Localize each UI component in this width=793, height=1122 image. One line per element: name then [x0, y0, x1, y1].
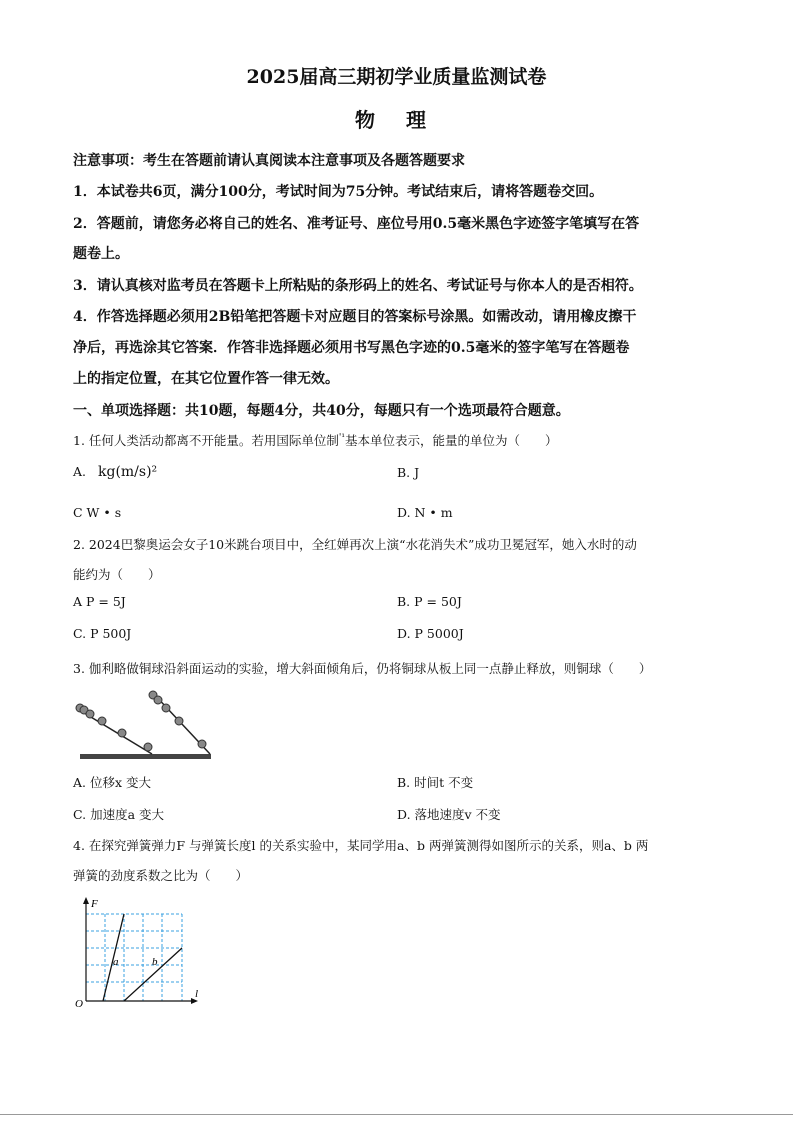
- notice-line-6: 净后，再选涂其它答案．作答非选择题必须用书写黑色字迹的0.5毫米的签字笔写在答题卷: [73, 340, 630, 356]
- page-bottom-rule: [0, 1114, 793, 1115]
- y-axis-label: F: [91, 898, 98, 910]
- balls-steep: [149, 691, 206, 748]
- spring-graph: [70, 893, 210, 1013]
- notice-line-1: 1．本试卷共6页，满分100分，考试时间为75分钟。考试结束后，请将答题卷交回。: [73, 184, 604, 200]
- q2-option-b: B. P = 50J: [397, 594, 462, 609]
- x-axis-label: l: [195, 988, 199, 1000]
- q1-option-b: B. J: [397, 465, 420, 480]
- subject-title: 物 理: [355, 108, 438, 132]
- notice-line-3: 题卷上。: [73, 246, 129, 262]
- y-axis-arrow: [83, 897, 89, 904]
- q1-stem-end: 基本单位表示，能量的单位为（ ）: [345, 433, 558, 448]
- notice-line-7: 上的指定位置，在其它位置作答一律无效。: [73, 371, 339, 387]
- ground-board: [80, 754, 211, 759]
- q3-stem: 3. 伽利略做铜球沿斜面运动的实验，增大斜面倾角后，仍将铜球从板上同一点静止释放，则铜球（ ）: [73, 661, 652, 676]
- balls-low: [76, 704, 152, 751]
- graph-grid: [86, 914, 182, 1001]
- q2-stem-line-1: 2. 2024巴黎奥运会女子10米跳台项目中，全红婵再次上演“水花消失术”成功卫冕冠军，她入水时的动: [73, 537, 637, 552]
- origin-label: O: [75, 998, 83, 1010]
- q3-option-b: B. 时间t 不变: [397, 775, 474, 790]
- inclined-plane-figure: [70, 688, 215, 763]
- q2-option-c: C. P 500J: [73, 626, 132, 641]
- q4-stem-line-1: 4. 在探究弹簧弹力F 与弹簧长度l 的关系实验中，某同学用a、b 两弹簧测得如图所示的关系，则a、b 两: [73, 838, 649, 853]
- line-b-label: b: [152, 956, 158, 968]
- q1-stem: [73, 431, 558, 449]
- q2-option-d: D. P 5000J: [397, 626, 464, 641]
- notice-line-2: 2．答题前，请您务必将自己的姓名、准考证号、座位号用0.5毫米黑色字迹签字笔填写在答: [73, 216, 640, 232]
- q3-option-d: D. 落地速度v 不变: [397, 807, 501, 822]
- q2-option-a: A P = 5J: [73, 594, 126, 609]
- notice-line-5: 4．作答选择题必须用2B铅笔把答题卡对应题目的答案标号涂黑。如需改动，请用橡皮擦干: [73, 309, 637, 325]
- line-a-label: a: [113, 956, 119, 968]
- q1-stem-mark: '¹: [338, 432, 345, 443]
- q1-option-c: C W • s: [73, 505, 122, 520]
- q3-option-c: C. 加速度a 变大: [73, 807, 164, 822]
- q1-option-a: [73, 464, 157, 480]
- q1-option-d: D. N • m: [397, 505, 453, 520]
- q3-option-a: A. 位移x 变大: [73, 775, 151, 790]
- exam-title: 2025届高三期初学业质量监测试卷: [246, 66, 547, 88]
- notice-heading: 注意事项：考生在答题前请认真阅读本注意事项及各题答题要求: [73, 153, 465, 169]
- q4-stem-line-2: 弹簧的劲度系数之比为（ ）: [73, 868, 249, 883]
- section-heading: 一、单项选择题：共10题，每题4分，共40分，每题只有一个选项最符合题意。: [73, 403, 570, 419]
- q1-option-a-label: A.: [73, 464, 87, 479]
- notice-line-4: 3．请认真核对监考员在答题卡上所粘贴的条形码上的姓名、考试证号与你本人的是否相符。: [73, 278, 643, 294]
- q2-stem-line-2: 能约为（ ）: [73, 567, 161, 582]
- q1-option-a-text: kg(m/s)²: [98, 464, 158, 480]
- q1-stem-start: 1. 任何人类活动都离不开能量。若用国际单位制: [73, 433, 339, 448]
